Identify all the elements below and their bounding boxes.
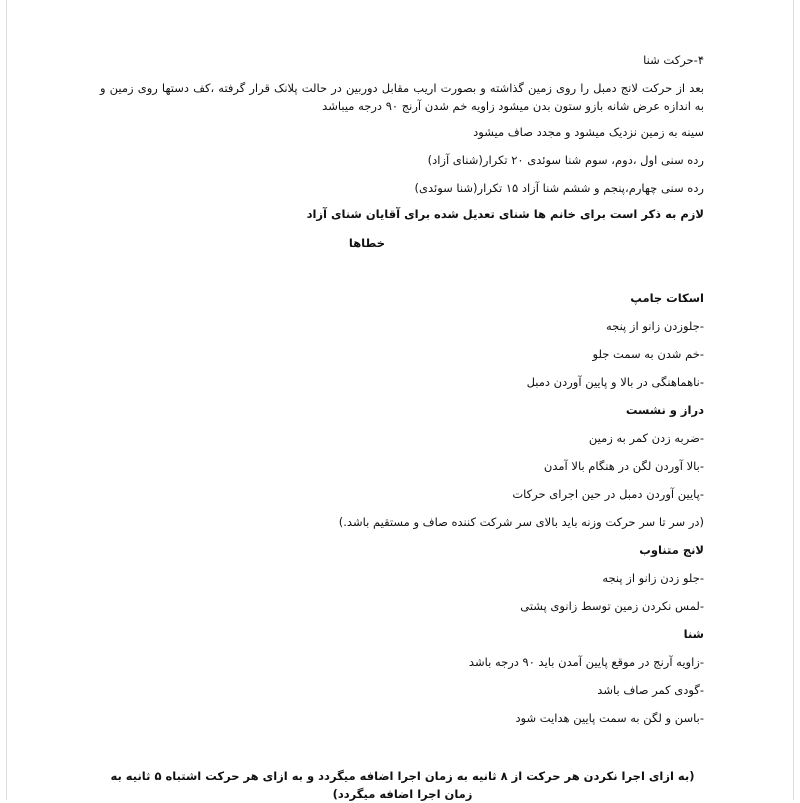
list-item: -باسن و لگن به سمت پایین هدایت شود bbox=[515, 711, 704, 725]
text-line: سینه به زمین نزدیک میشود و مجدد صاف میشود bbox=[473, 125, 704, 139]
section-title: ۴-حرکت شنا bbox=[643, 53, 704, 67]
list-item: -بالا آوردن لگن در هنگام بالا آمدن bbox=[543, 459, 704, 473]
section-heading: شنا bbox=[683, 627, 704, 641]
section-heading: دراز و نشست bbox=[625, 403, 704, 417]
section-heading: اسکات جامپ bbox=[630, 291, 704, 305]
list-item: -جلوزدن زانو از پنجه bbox=[606, 319, 704, 333]
list-item: -گودی کمر صاف باشد bbox=[597, 683, 704, 697]
footer-note: (به ازای اجرا نکردن هر حرکت از ۸ ثانیه به زمان اجرا اضافه میگردد و به ازای هر حرکت اشتباه ۵ ثانیه به زمان اجرا اضافه میگردد) bbox=[110, 769, 695, 801]
list-item: -پایین آوردن دمبل در حین اجرای حرکات bbox=[512, 487, 704, 501]
page-border bbox=[6, 0, 794, 800]
list-item: -خم شدن به سمت جلو bbox=[592, 347, 704, 361]
list-item: -جلو زدن زانو از پنجه bbox=[602, 571, 704, 585]
list-item: -لمس نکردن زمین توسط زانوی پشتی bbox=[520, 599, 704, 613]
section-heading: لانج متناوب bbox=[639, 543, 704, 557]
list-item: (در سر تا سر حرکت وزنه باید بالای سر شرکت کننده صاف و مستقیم باشد.) bbox=[338, 515, 704, 529]
list-item: -زاویه آرنج در موقع پایین آمدن باید ۹۰ درجه باشد bbox=[468, 655, 704, 669]
intro-paragraph: بعد از حرکت لانج دمبل را روی زمین گذاشته و بصورت اریب مقابل دوربین در حالت پلانک قرار گرفته ،کف دستها روی زمین و به اندازه عرض شانه بازو ستون بدن میشود زاویه خم شدن آرنج ۹۰ درجه میباشد bbox=[100, 81, 704, 113]
text-line: رده سنی چهارم،پنجم و ششم شنا آزاد ۱۵ تکرار(شنا سوئدی) bbox=[414, 181, 704, 195]
note: لازم به ذکر است برای خانم ها شنای تعدیل شده برای آقایان شنای آزاد bbox=[306, 207, 704, 221]
text-line: رده سنی اول ،دوم، سوم شنا سوئدی ۲۰ تکرار(شنای آزاد) bbox=[427, 153, 704, 167]
list-item: -ضربه زدن کمر به زمین bbox=[588, 431, 704, 445]
list-item: -ناهماهنگی در بالا و پایین آوردن دمبل bbox=[526, 375, 704, 389]
errors-heading: خطاها bbox=[348, 236, 385, 250]
